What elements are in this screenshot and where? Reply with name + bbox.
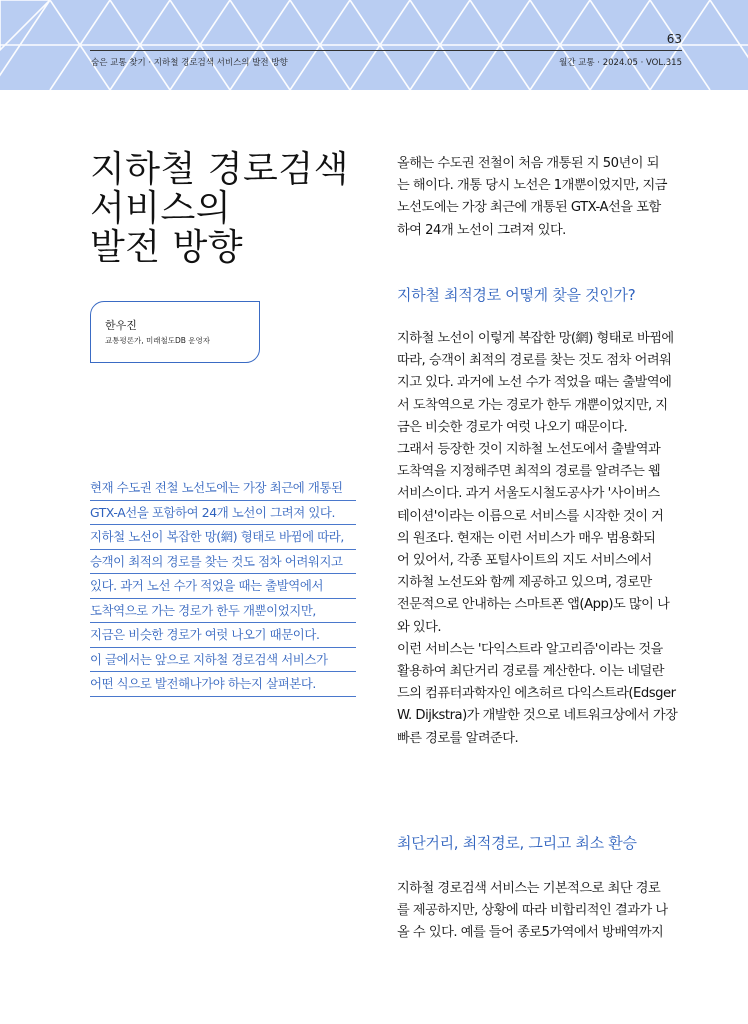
summary-lead: [90, 476, 356, 697]
body-line: 올 수 있다. 예를 들어 종로5가역에서 방배역까지: [397, 925, 664, 941]
author-name: 한우진: [105, 319, 137, 332]
section2-body: [397, 878, 682, 945]
geometric-pattern: [0, 0, 748, 90]
body-line: 활용하여 최단거리 경로를 계산한다. 이는 네덜란: [397, 664, 664, 680]
body-line: 그래서 등장한 것이 지하철 노선도에서 출발역과: [397, 442, 661, 458]
body-line: 이런 서비스는 '다익스트라 알고리즘'이라는 것을: [397, 641, 663, 657]
summary-line: 이 글에서는 앞으로 지하철 경로검색 서비스가: [90, 648, 356, 673]
summary-line: 있다. 과거 노선 수가 적었을 때는 출발역에서: [90, 574, 356, 599]
body-line: 노선도에는 가장 최근에 개통된 GTX-A선을 포함: [397, 200, 661, 216]
header-banner: [0, 0, 748, 90]
section-heading-2: 최단거리, 최적경로, 그리고 최소 환승: [397, 834, 637, 852]
body-line: 지하철 노선이 이렇게 복잡한 망(網) 형태로 바뀜에: [397, 331, 674, 346]
body-line: 따라, 승객이 최적의 경로를 찾는 것도 점차 어려워: [397, 353, 672, 369]
section1-body: [397, 328, 682, 750]
author-role: 교통평론가, 미래철도DB 운영자: [105, 336, 211, 345]
summary-line: 어떤 식으로 발전해나가야 하는지 살펴본다.: [90, 672, 356, 697]
body-line: 의 원조다. 현재는 이런 서비스가 매우 범용화되: [397, 530, 656, 546]
body-line: 하여 24개 노선이 그려져 있다.: [397, 222, 566, 238]
body-line: 전문적으로 안내하는 스마트폰 앱(App)도 많이 나: [397, 597, 670, 613]
body-line: 지하철 경로검색 서비스는 기본적으로 최단 경로: [397, 881, 661, 896]
title-line: 서비스의: [90, 188, 232, 229]
title-line: 발전 방향: [90, 227, 244, 268]
summary-line: GTX-A선을 포함하여 24개 노선이 그려져 있다.: [90, 501, 356, 526]
body-line: 와 있다.: [397, 619, 442, 635]
body-line: 지고 있다. 과거에 노선 수가 적었을 때는 출발역에: [397, 375, 672, 391]
author-box: [90, 301, 260, 363]
body-line: 를 제공하지만, 상황에 따라 비합리적인 결과가 나: [397, 903, 668, 919]
body-line: 어 있어서, 각종 포털사이트의 지도 서비스에서: [397, 553, 652, 569]
header-rule: [90, 50, 682, 51]
body-line: 서비스이다. 과거 서울도시철도공사가 '사이버스: [397, 486, 660, 502]
summary-line: 현재 수도권 전철 노선도에는 가장 최근에 개통된: [90, 476, 356, 501]
body-line: 는 해이다. 개통 당시 노선은 1개뿐이었지만, 지금: [397, 178, 667, 194]
page-number: 63: [666, 32, 682, 46]
intro-paragraph: [397, 153, 682, 242]
body-line: 지하철 노선도와 함께 제공하고 있으며, 경로만: [397, 575, 652, 591]
body-line: 빠른 경로를 알려준다.: [397, 730, 519, 746]
summary-line: 지금은 비슷한 경로가 여럿 나오기 때문이다.: [90, 623, 356, 648]
summary-line: 지하철 노선이 복잡한 망(網) 형태로 바뀜에 따라,: [90, 525, 356, 550]
title-line: 지하철 경로검색: [90, 149, 349, 190]
body-line: 테이션'이라는 이름으로 서비스를 시작한 것이 거: [397, 508, 664, 524]
summary-line: 승객이 최적의 경로를 찾는 것도 점차 어려워지고: [90, 550, 356, 575]
body-line: 드의 컴퓨터과학자인 에츠허르 다익스트라(Edsger: [397, 686, 676, 702]
summary-line: 도착역으로 가는 경로가 한두 개뿐이었지만,: [90, 599, 356, 624]
body-line: 금은 비슷한 경로가 여럿 나오기 때문이다.: [397, 419, 628, 435]
body-line: W. Dijkstra)가 개발한 것으로 네트워크상에서 가장: [397, 708, 678, 724]
running-title-left: 숨은 교통 찾기 · 지하철 경로검색 서비스의 발전 방향: [91, 58, 288, 68]
section-heading-1: 지하철 최적경로 어떻게 찾을 것인가?: [397, 286, 636, 304]
body-line: 올해는 수도권 전철이 처음 개통된 지 50년이 되: [397, 156, 659, 171]
body-line: 도착역을 지정해주면 최적의 경로를 알려주는 웹: [397, 464, 661, 480]
article-title: [90, 150, 360, 267]
body-line: 서 도착역으로 가는 경로가 한두 개뿐이었지만, 지: [397, 397, 668, 413]
running-title-right: 월간 교통 · 2024.05 · VOL.315: [559, 58, 682, 68]
